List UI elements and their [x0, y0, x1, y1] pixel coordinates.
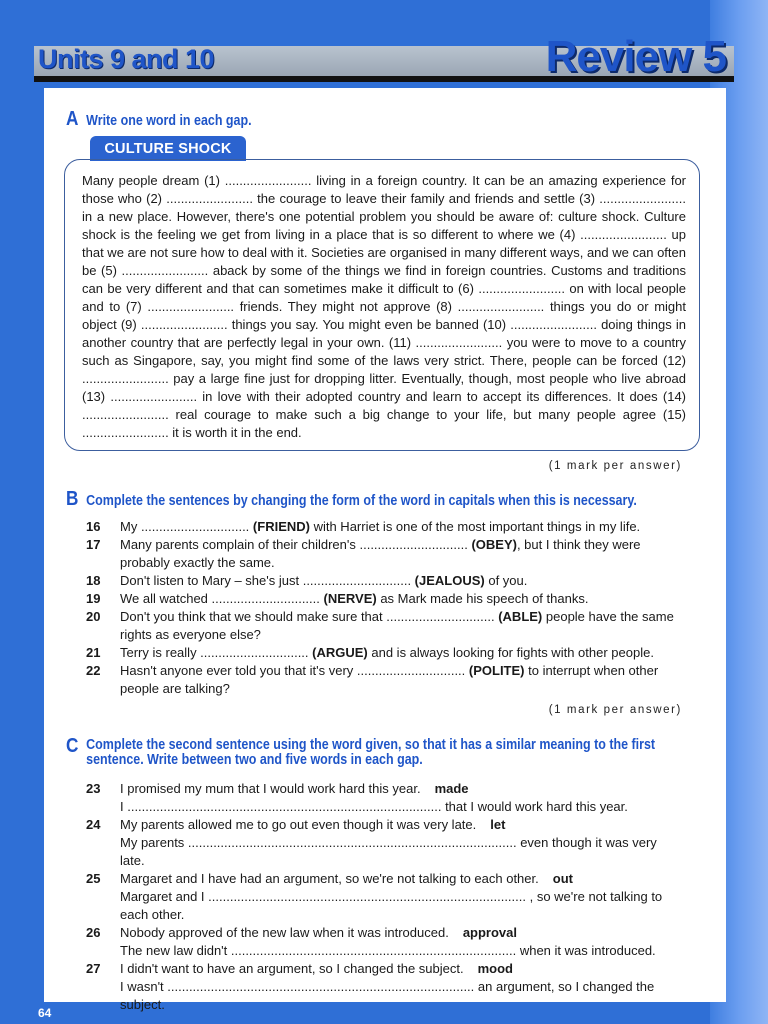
section-b-instruction: Complete the sentences by changing the form of the word in capitals when this is necessary. [86, 493, 637, 509]
section-c-letter: C [66, 735, 79, 757]
list-item: 17 Many parents complain of their children's .............................. (OBEY), but I think they were probably exactly the same. [86, 537, 641, 570]
list-item: 24 My parents allowed me to go out even though it was very late. let My parents ........................................................................................... even though it was very late. [86, 817, 657, 868]
section-b-letter: B [66, 488, 79, 510]
page-number: 64 [38, 1006, 52, 1020]
section-b-marks: (1 mark per answer) [548, 704, 682, 716]
section-a-marks: (1 mark per answer) [548, 460, 682, 472]
list-item: 16 My .............................. (FRIEND) with Harriet is one of the most important things in my life. [86, 519, 641, 534]
section-a-heading [66, 108, 252, 131]
list-item: 22 Hasn't anyone ever told you that it's very .............................. (POLITE) to interrupt when other people are talking? [86, 663, 659, 696]
list-item: 23 I promised my mum that I would work hard this year. made I ....................................................................................... that I would work hard this year. [86, 781, 628, 814]
list-item: 19 We all watched .............................. (NERVE) as Mark made his speech of thanks. [86, 591, 589, 606]
section-c-instruction: Complete the second sentence using the word given, so that it has a similar meaning to the first sentence. Write between two and five words in each gap. [86, 737, 656, 768]
list-item: 27 I didn't want to have an argument, so I changed the subject. mood I wasn't ..................................................................................... an argument, so I changed the subject. [86, 961, 655, 1012]
section-a-letter: A [66, 108, 79, 130]
list-item: 20 Don't you think that we should make sure that .............................. (ABLE) people have the same rights as everyone else? [86, 609, 674, 642]
units-title: Units 9 and 10 [38, 44, 215, 74]
list-item: 25 Margaret and I have had an argument, so we're not talking to each other. out Margaret and I ........................................................................................ , so we're not talking to each other. [86, 871, 663, 922]
section-b-items [84, 518, 684, 698]
section-a-instruction: Write one word in each gap. [86, 113, 252, 129]
section-c-items [84, 780, 684, 1014]
list-item: 21 Terry is really .............................. (ARGUE) and is always looking for fights with other people. [86, 645, 654, 660]
list-item: 18 Don't listen to Mary – she's just .............................. (JEALOUS) of you. [86, 573, 528, 588]
list-item: 26 Nobody approved of the new law when it was introduced. approval The new law didn't ............................................................................... when it was introduced. [86, 925, 656, 958]
culture-shock-passage: Many people dream (1) ........................ living in a foreign country. It can be an amazing experience for those who (2) ........................ the courage to leave their family and friends and settle (3) ........................ in a new place. However, there's one potential problem you should be aware of: culture shock. Culture shock is the feeling we get from living in a place that is so different to where we (4) ........................ up that we are not sure how to deal with it. Societies are organised in many different ways, and we can often be (5) ........................ aback by some of the things we find in foreign countries. Customs and traditions can be very different and that can sometimes make it difficult to (6) ........................ on with local people and to (7) ........................ friends. They might not approve (8) ........................ things you do or might object (9) ........................ things you say. You might even be banned (10) ........................ doing things in another country that are perfectly legal in your own. (11) ........................ you were to move to a country such as Singapore, say, you might find some of the laws very strict. There, people can be forced (12) ........................ pay a large fine just for dropping litter. Eventually, though, most people who live abroad (13) ........................ in love with their adopted country and learn to accept its differences. It does (14) ........................ real courage to make such a big change to your life, but many people agree (15) ........................ it is worth it in the end. [82, 173, 686, 440]
section-b-heading [66, 488, 637, 511]
culture-shock-tab: CULTURE SHOCK [90, 136, 246, 161]
review-title: Review 5 [545, 32, 726, 81]
section-c-heading [66, 735, 659, 768]
